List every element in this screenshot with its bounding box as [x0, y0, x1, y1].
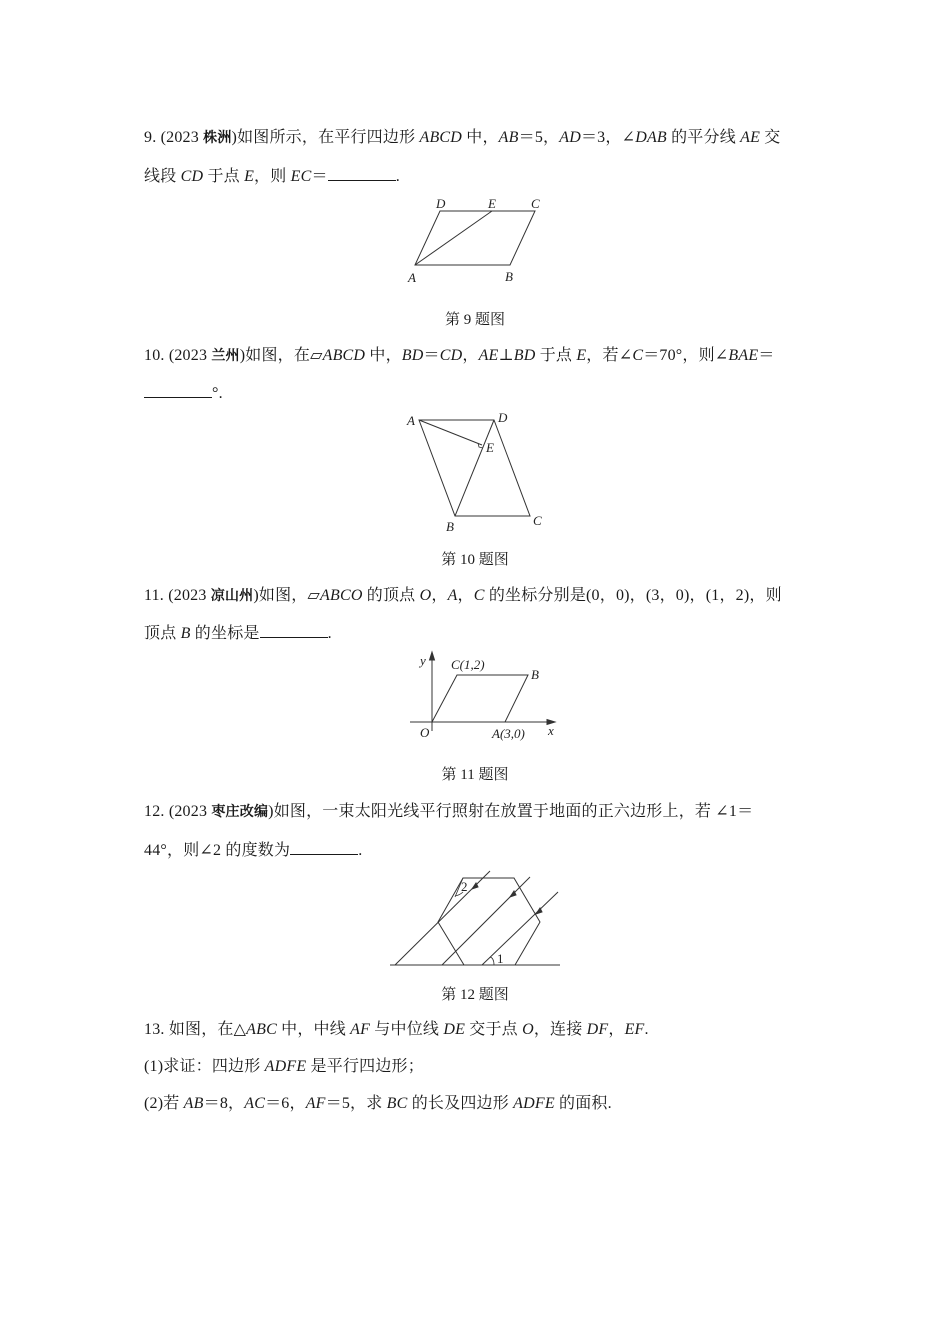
q13-text: 如图，在△	[168, 1021, 247, 1038]
label-A: A	[407, 413, 415, 428]
q13-text: ＝5，求	[325, 1095, 387, 1112]
label-D: D	[436, 196, 446, 211]
q11-text: .	[327, 625, 332, 642]
label-B: B	[505, 269, 513, 284]
q11-text: 如图，▱	[258, 587, 320, 604]
q11-source-place: 凉山州	[210, 588, 254, 604]
q12-text: 44°，则∠2 的度数为	[144, 842, 291, 859]
q13-text: 是平行四边形；	[306, 1058, 424, 1075]
q9-math: ABCD	[419, 129, 463, 146]
q12-answer-blank[interactable]	[290, 840, 358, 855]
q13-sub1	[144, 1057, 424, 1077]
q10-source-year: (2023	[168, 347, 212, 364]
q13-text: ＝8，	[203, 1095, 245, 1112]
q12-line1	[144, 802, 753, 822]
q13-text: .	[644, 1021, 649, 1038]
q9-text: ，则	[254, 168, 291, 185]
figure-10-parallelogram	[406, 410, 542, 534]
q10-answer-blank[interactable]	[144, 383, 212, 398]
q10-math: BD	[401, 347, 424, 364]
q12-line2	[144, 840, 362, 861]
q12-text: .	[358, 842, 363, 859]
q11-answer-blank[interactable]	[260, 623, 328, 638]
q13-math: AC	[244, 1095, 266, 1112]
q13-line1	[144, 1020, 649, 1040]
q13-math: EF	[624, 1021, 645, 1038]
label-C: C(1,2)	[451, 657, 485, 672]
q10-text: 于点	[535, 347, 577, 364]
q13-math: BC	[386, 1095, 408, 1112]
q9-math: AE	[740, 129, 761, 146]
q11-math: A	[447, 587, 458, 604]
q12-number: 12.	[144, 803, 165, 820]
q13-text: (2)若	[144, 1095, 184, 1112]
q10-math: C	[632, 347, 644, 364]
label-B: B	[531, 667, 539, 682]
q10-text: °.	[212, 385, 223, 402]
label-E: E	[488, 196, 496, 211]
q12-source-year: (2023	[168, 803, 212, 820]
q9-text: 的平分线	[666, 129, 741, 146]
q9-text: 线段	[144, 168, 181, 185]
q12-text: 如图，一束太阳光线平行照射在放置于地面的正六边形上，若 ∠1＝	[273, 803, 754, 820]
q10-text: ＝	[423, 347, 440, 364]
q9-text: ＝3，∠	[580, 129, 636, 146]
q13-math: ADFE	[513, 1095, 555, 1112]
axis-label-y: y	[420, 653, 426, 668]
q13-math: AF	[350, 1021, 371, 1038]
q10-source-close: )	[239, 347, 246, 364]
q9-text: ＝5，	[518, 129, 560, 146]
q9-math: AD	[559, 129, 581, 146]
q10-line1	[144, 346, 775, 366]
q10-figure-caption: 第 10 题图	[441, 552, 509, 568]
q11-text: ，	[431, 587, 448, 604]
q13-math: AF	[305, 1095, 326, 1112]
q11-source-year: (2023	[168, 587, 211, 604]
label-D: D	[498, 410, 508, 425]
q10-math: AE	[478, 347, 499, 364]
q9-math: E	[244, 168, 255, 185]
q11-text: ，	[457, 587, 474, 604]
q10-line2	[144, 383, 223, 404]
q13-math: DF	[586, 1021, 609, 1038]
q11-math: ABCO	[320, 587, 363, 604]
q11-number: 11.	[144, 587, 165, 604]
label-angle-2: 2	[461, 879, 468, 894]
q9-source-place: 株洲	[203, 130, 232, 146]
q10-source-place: 兰州	[211, 348, 240, 364]
q10-text: ＝70°，则∠	[643, 347, 729, 364]
figure-12-hexagon-sunlight	[390, 871, 560, 966]
q9-math: DAB	[635, 129, 667, 146]
axis-label-x: x	[548, 723, 554, 738]
q13-math: O	[522, 1021, 534, 1038]
q9-math: EC	[290, 168, 312, 185]
q11-math: O	[419, 587, 432, 604]
q9-math: AB	[498, 129, 519, 146]
q9-text: .	[395, 168, 400, 185]
q10-text: 如图，在▱	[245, 347, 323, 364]
q11-math: C	[473, 587, 485, 604]
figure-9-parallelogram	[407, 196, 540, 285]
q11-source-close: )	[253, 587, 259, 604]
q9-number: 9.	[144, 129, 157, 146]
q9-source-year: (2023	[160, 129, 204, 146]
q10-text: ＝	[758, 347, 775, 364]
q13-math: AB	[183, 1095, 204, 1112]
q11-text: 的坐标是	[190, 625, 260, 642]
q10-math: BD	[513, 347, 536, 364]
q11-text: 的坐标分别是(0，0)，(3，0)，(1，2)，则	[484, 587, 782, 604]
q13-math: ADFE	[264, 1058, 307, 1075]
q13-math: DE	[443, 1021, 466, 1038]
label-E: E	[486, 440, 494, 455]
q11-math: B	[180, 625, 191, 642]
label-A: A(3,0)	[492, 726, 525, 741]
q13-sub2	[144, 1094, 612, 1114]
q13-text: 中，中线	[276, 1021, 351, 1038]
figure-11-coordinate-parallelogram	[410, 652, 555, 741]
q10-math: E	[576, 347, 587, 364]
label-O: O	[420, 725, 430, 740]
q12-source-place: 枣庄改编	[211, 804, 269, 820]
q9-text: 如图所示，在平行四边形	[237, 129, 420, 146]
q13-text: ，连接	[533, 1021, 587, 1038]
q11-line2	[144, 623, 332, 644]
q11-text: 顶点	[144, 625, 181, 642]
q10-math: BAE	[728, 347, 759, 364]
q9-text: ＝	[311, 168, 328, 185]
q12-source-close: )	[268, 803, 274, 820]
q10-text: 中，	[365, 347, 402, 364]
label-B: B	[446, 519, 454, 534]
q13-text: ，	[608, 1021, 625, 1038]
label-C: C	[531, 196, 540, 211]
q9-source-close: )	[231, 129, 238, 146]
label-A: A	[408, 270, 416, 285]
q10-math: ABCD	[322, 347, 366, 364]
label-C: C	[533, 513, 542, 528]
q13-text: 的面积.	[554, 1095, 612, 1112]
q11-figure-caption: 第 11 题图	[441, 767, 509, 783]
q11-text: 的顶点	[362, 587, 420, 604]
q13-text: ＝6，	[265, 1095, 306, 1112]
q13-text: 与中位线	[370, 1021, 444, 1038]
q13-number: 13.	[144, 1021, 165, 1038]
q13-text: 交于点	[465, 1021, 523, 1038]
q10-text: ⊥	[498, 347, 514, 364]
q12-figure-caption: 第 12 题图	[441, 987, 509, 1003]
q10-text: ，	[462, 347, 479, 364]
q10-number: 10.	[144, 347, 165, 364]
q13-text: (1)求证：四边形	[144, 1058, 265, 1075]
q10-math: CD	[439, 347, 463, 364]
q9-text: 交	[760, 129, 781, 146]
q11-line1	[144, 586, 782, 606]
q13-math: ABC	[246, 1021, 277, 1038]
q9-text: 于点	[203, 168, 245, 185]
q9-text: 中，	[462, 129, 499, 146]
q9-figure-caption: 第 9 题图	[444, 312, 505, 328]
q13-text: 的长及四边形	[407, 1095, 514, 1112]
q9-math: CD	[180, 168, 204, 185]
label-angle-1: 1	[497, 951, 504, 966]
q10-text: ，若∠	[586, 347, 633, 364]
